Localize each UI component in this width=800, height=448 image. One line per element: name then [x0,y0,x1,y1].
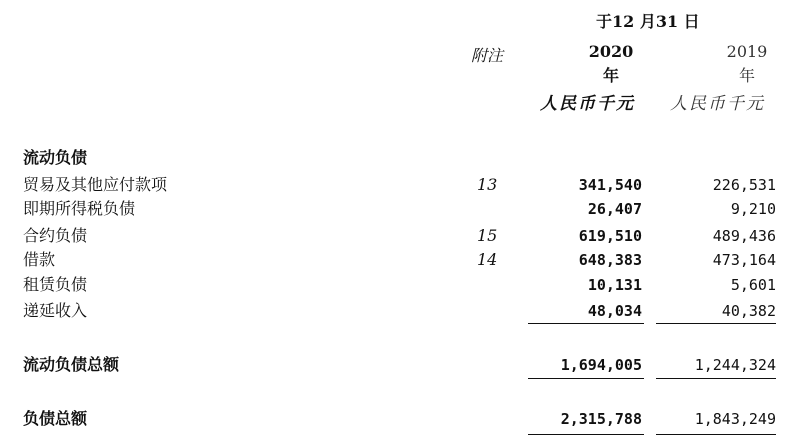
total-label: 流动负债总额 [23,355,120,374]
row-label: 租赁负债 [23,275,88,294]
row-note: 13 [477,175,498,194]
row-value-2019: 9,210 [730,200,776,218]
row-label: 递延收入 [23,301,88,320]
total-label: 负债总额 [23,409,88,428]
row-label: 即期所得税负债 [23,199,136,218]
final-rule-2020 [528,434,644,435]
row-value-2019: 489,436 [712,227,776,245]
subtotal-rule-2020 [528,323,644,324]
row-value-2019: 5,601 [730,276,776,294]
year-2020-suffix: 年 [602,66,619,85]
unit-2019-header: 人民币千元 [670,94,765,114]
row-value-2020: 10,131 [587,276,642,294]
unit-2020-header: 人民币千元 [540,94,635,114]
row-value-2019: 226,531 [712,176,776,194]
year-2020-header: 2020 [588,42,634,61]
total-rule-2019 [656,378,776,379]
subtotal-rule-2019 [656,323,776,324]
period-header: 于12 月31 日 [596,12,700,31]
row-value-2020: 648,383 [578,251,642,269]
section-title: 流动负债 [23,148,88,167]
row-value-2019: 40,382 [721,302,776,320]
row-label: 合约负债 [23,226,88,245]
row-label: 贸易及其他应付款项 [23,175,168,194]
row-note: 14 [477,250,498,269]
row-value-2020: 619,510 [578,227,642,245]
total-value-2020: 1,694,005 [560,356,642,374]
row-label: 借款 [23,250,56,269]
total-rule-2020 [528,378,644,379]
row-value-2020: 48,034 [587,302,642,320]
final-rule-2019 [656,434,776,435]
row-note: 15 [477,226,498,245]
total-value-2019: 1,843,249 [694,410,776,428]
total-value-2020: 2,315,788 [560,410,642,428]
note-column-header: 附注 [471,46,504,65]
year-2019-suffix: 年 [738,66,755,85]
total-value-2019: 1,244,324 [694,356,776,374]
row-value-2020: 26,407 [587,200,642,218]
year-2019-header: 2019 [726,42,768,61]
row-value-2019: 473,164 [712,251,776,269]
row-value-2020: 341,540 [578,176,642,194]
